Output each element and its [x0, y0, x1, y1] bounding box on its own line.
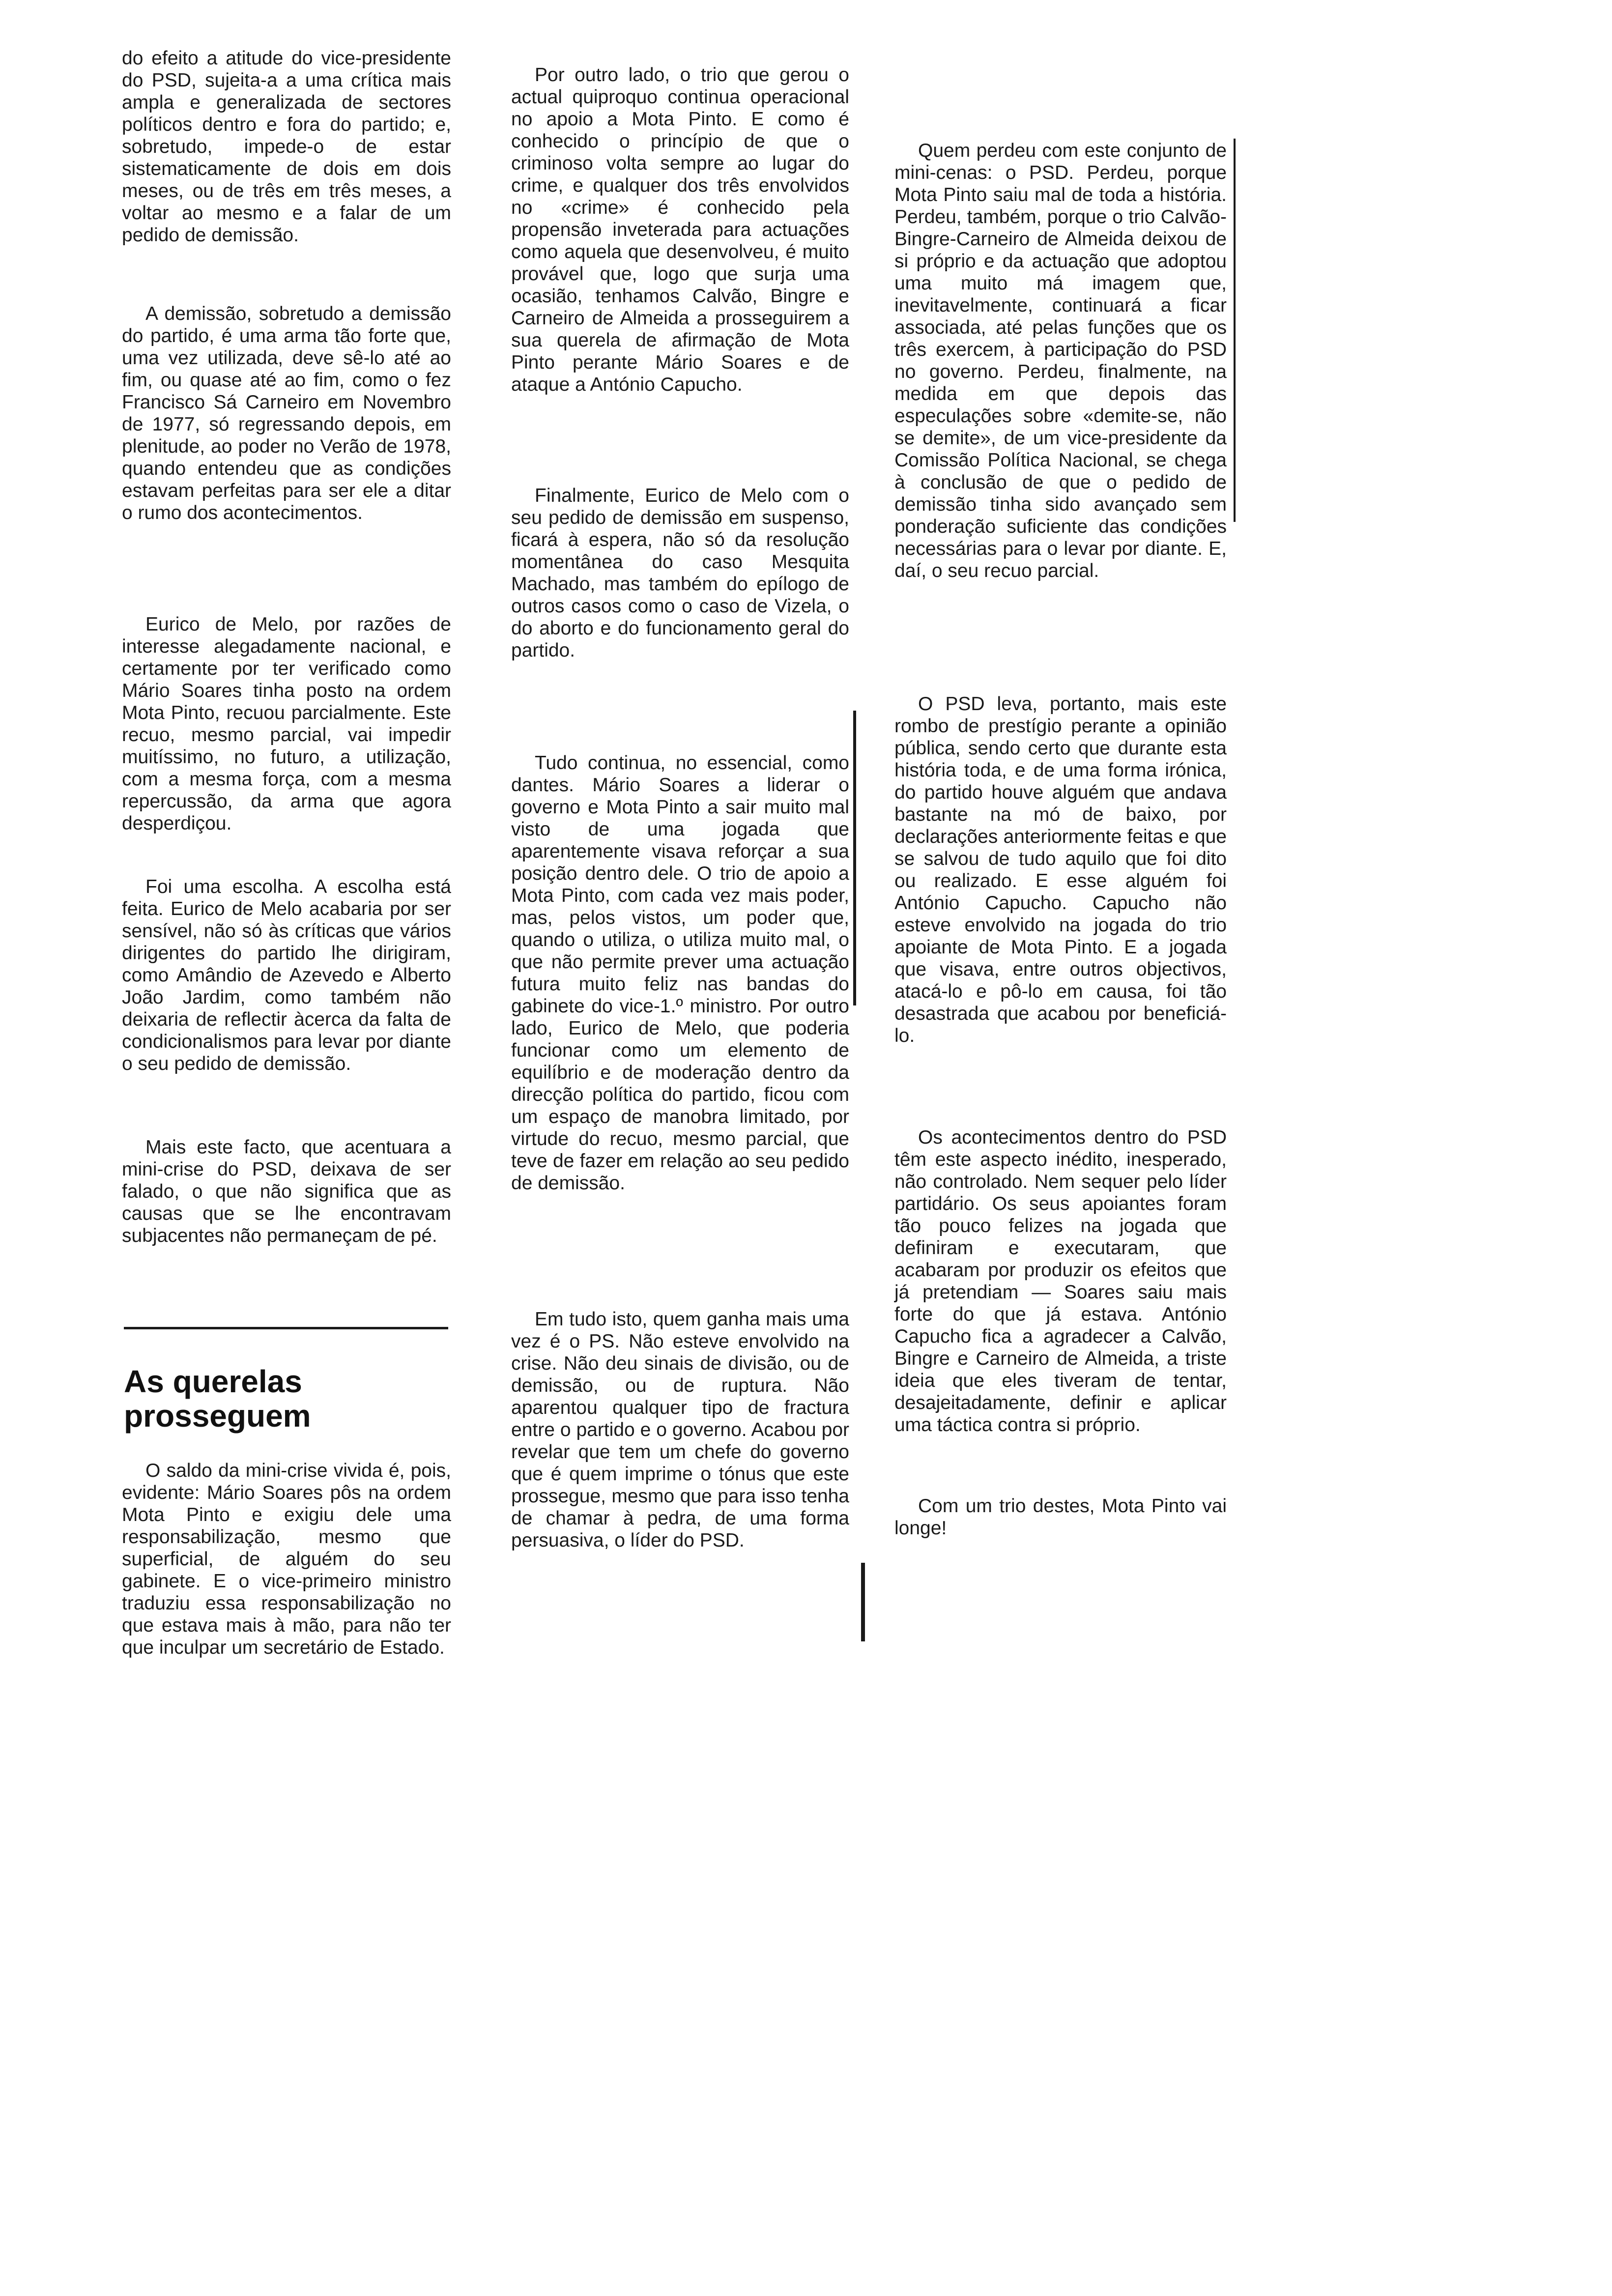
- paragraph: Tudo continua, no essencial, como dantes. Mário Soares a liderar o governo e Mota Pinto a sair muito mal visto de uma jogada que aparentemente visava reforçar a sua posição dentro dele. O trio de apoio a Mota Pinto, com cada vez mais poder, mas, pelos vistos, um poder que, quando o utiliza, o utiliza muito mal, o que não permite prever uma actuação futura muito feliz nas bandas do gabinete do vice-1.º ministro. Por outro lado, Eurico de Melo, que poderia funcionar como um elemento de equilíbrio e de moderação dentro da direcção política do partido, ficou com um espaço de manobra limitado, por virtude do recuo, mesmo parcial, que teve de fazer em relação ao seu pedido de demissão.: [511, 752, 849, 1194]
- margin-bar: [1234, 139, 1236, 522]
- paragraph: Quem perdeu com este conjunto de mini-cenas: o PSD. Perdeu, porque Mota Pinto saiu mal de toda a história. Perdeu, também, porque o trio Calvão-Bingre-Carneiro de Almeida deixou de si próprio e da actuação que adoptou uma muito má imagem que, inevitavelmente, continuará a ficar associada, até pelas funções que os três exercem, à participação do PSD no governo. Perdeu, finalmente, na medida em que depois das especulações sobre «demite-se, não se demite», de um vice-presidente da Comissão Política Nacional, se chega à conclusão de que o pedido de demissão tinha sido avançado sem ponderação suficiente das condições necessárias para o levar por diante. E, daí, o seu recuo parcial.: [894, 140, 1227, 581]
- margin-bar: [861, 1563, 865, 1641]
- paragraph: Em tudo isto, quem ganha mais uma vez é o PS. Não esteve envolvido na crise. Não deu sinais de divisão, ou de demissão, ou de ruptura. Não aparentou qualquer tipo de fractura entre o partido e o governo. Acabou por revelar que tem um chefe do governo que é quem imprime o tónus que este prossegue, mesmo que para isso tenha de chamar à pedra, de uma forma persuasiva, o líder do PSD.: [511, 1309, 849, 1551]
- margin-bar: [853, 711, 856, 1005]
- paragraph: Os acontecimentos dentro do PSD têm este aspecto inédito, inesperado, não controlado. Nem sequer pelo líder partidário. Os seus apoiantes foram tão pouco felizes na jogada que definiram e executaram, que acabaram por produzir os efeitos que já pretendiam — Soares saiu mais forte do que já estava. António Capucho fica a agradecer a Calvão, Bingre e Carneiro de Almeida, a triste ideia que eles tiveram de tentar, desajeitadamente, definir e aplicar uma táctica contra si próprio.: [894, 1127, 1227, 1435]
- paragraph: Com um trio destes, Mota Pinto vai longe!: [894, 1495, 1227, 1539]
- paragraph: Por outro lado, o trio que gerou o actual quiproquo continua operacional no apoio a Mota Pinto. E como é conhecido o princípio de que o criminoso volta sempre ao lugar do crime, e qualquer dos três envolvidos no «crime» é conhecido pela propensão inveterada para actuações como aquela que desenvolveu, é muito provável que, logo que surja uma ocasião, tenhamos Calvão, Bingre e Carneiro de Almeida a prosseguirem a sua querela de afirmação de Mota Pinto perante Mário Soares e de ataque a António Capucho.: [511, 64, 849, 395]
- paragraph: Finalmente, Eurico de Melo com o seu pedido de demissão em suspenso, ficará à espera, não só da resolução momentânea do caso Mesquita Machado, mas também do epílogo de outros casos como o caso de Vizela, o do aborto e do funcionamento geral do partido.: [511, 485, 849, 661]
- paragraph: Mais este facto, que acentuara a mini-crise do PSD, deixava de ser falado, o que não significa que as causas que se lhe encontravam subjacentes não permaneçam de pé.: [122, 1137, 451, 1246]
- section-divider: [124, 1327, 448, 1329]
- paragraph: O PSD leva, portanto, mais este rombo de prestígio perante a opinião pública, sendo certo que durante esta história toda, e de uma forma irónica, do partido houve alguém que andava bastante na mó de baixo, por declarações anteriormente feitas e que se salvou de tudo aquilo que foi dito ou realizado. E esse alguém foi António Capucho. Capucho não esteve envolvido na jogada do trio apoiante de Mota Pinto. E a jogada que visava, entre outros objectivos, atacá-lo e pô-lo em causa, foi tão desastrada que acabou por beneficiá-lo.: [894, 693, 1227, 1046]
- paragraph: A demissão, sobretudo a demissão do partido, é uma arma tão forte que, uma vez utilizada, deve sê-lo até ao fim, ou quase até ao fim, como o fez Francisco Sá Carneiro em Novembro de 1977, só regressando depois, em plenitude, ao poder no Verão de 1978, quando entendeu que as condições estavam perfeitas para ser ele a ditar o rumo dos acontecimentos.: [122, 303, 451, 523]
- section-headline: As querelas prosseguem: [124, 1364, 311, 1434]
- paragraph: Foi uma escolha. A escolha está feita. Eurico de Melo acabaria por ser sensível, não só às críticas que vários dirigentes do partido lhe dirigiram, como Amândio de Azevedo e Alberto João Jardim, como também não deixaria de reflectir àcerca da falta de condicionalismos para levar por diante o seu pedido de demissão.: [122, 876, 451, 1074]
- paragraph: O saldo da mini-crise vivida é, pois, evidente: Mário Soares pôs na ordem Mota Pinto e exigiu dele uma responsabilização, mesmo que superficial, de alguém do seu gabinete. E o vice-primeiro ministro traduziu essa responsabilização no que estava mais à mão, para não ter que inculpar um secretário de Estado.: [122, 1460, 451, 1658]
- paragraph: Eurico de Melo, por razões de interesse alegadamente nacional, e certamente por ter verificado como Mário Soares tinha posto na ordem Mota Pinto, recuou parcialmente. Este recuo, mesmo parcial, vai impedir muitíssimo, no futuro, a utilização, com a mesma força, com a mesma repercussão, da arma que agora desperdiçou.: [122, 614, 451, 834]
- paragraph: do efeito a atitude do vice-presidente do PSD, sujeita-a a uma crítica mais ampla e generalizada de sectores políticos dentro e fora do partido; e, sobretudo, impede-o de estar sistematicamente de dois em dois meses, ou de três em três meses, a voltar ao mesmo e a falar de um pedido de demissão.: [122, 48, 451, 246]
